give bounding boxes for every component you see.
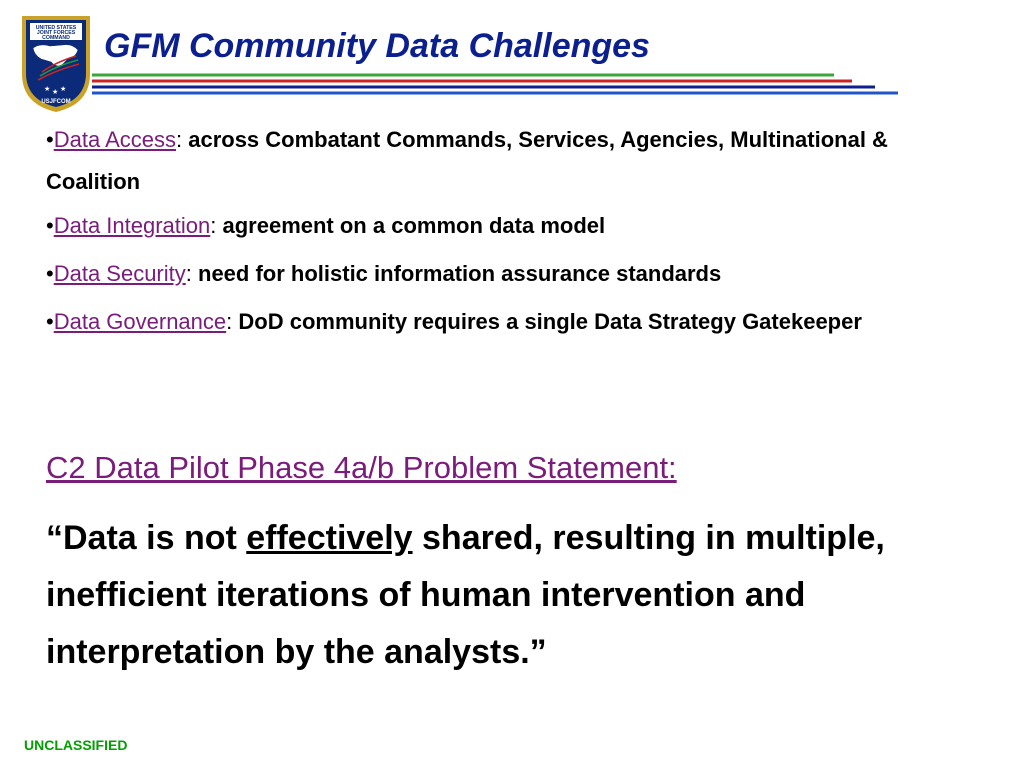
svg-text:★: ★ bbox=[60, 86, 67, 93]
bullet-data-governance bbox=[46, 301, 946, 343]
bullet-separator: : bbox=[175, 127, 183, 152]
quote-start: “Data is not bbox=[46, 519, 247, 557]
bullet-marker: • bbox=[46, 213, 54, 238]
data-security-link[interactable]: Data Security bbox=[53, 261, 186, 286]
bullet-marker: • bbox=[46, 261, 54, 286]
bullet-text: need for holistic information assurance standards bbox=[191, 261, 722, 286]
bullet-marker: • bbox=[46, 127, 54, 152]
svg-text:COMMAND: COMMAND bbox=[42, 35, 70, 41]
slide-title: GFM Community Data Challenges bbox=[104, 27, 650, 65]
bullet-separator: : bbox=[210, 213, 217, 238]
quote-emphasis: effectively bbox=[246, 519, 413, 557]
title-underline-rules bbox=[92, 72, 902, 98]
quote-end: shared, resulting in multiple, inefficient iterations of human intervention and interpretation by the analysts.” bbox=[46, 519, 885, 671]
bullet-data-security bbox=[46, 253, 946, 295]
data-integration-link[interactable]: Data Integration bbox=[53, 213, 211, 238]
bullet-data-integration bbox=[46, 205, 946, 247]
problem-statement-heading[interactable]: C2 Data Pilot Phase 4a/b Problem Statement: bbox=[46, 450, 677, 485]
data-governance-link[interactable]: Data Governance bbox=[53, 309, 227, 334]
bullet-separator: : bbox=[185, 261, 192, 286]
problem-statement-quote bbox=[46, 510, 976, 681]
usjfcom-seal-logo bbox=[18, 12, 94, 114]
bullet-separator: : bbox=[226, 309, 233, 334]
bullet-text: across Combatant Commands, Services, Agencies, Multinational & Coalition bbox=[46, 127, 888, 194]
bullet-data-access bbox=[46, 119, 946, 203]
svg-text:USJFCOM: USJFCOM bbox=[41, 99, 71, 105]
bullet-text: agreement on a common data model bbox=[216, 213, 606, 238]
bullet-text: DoD community requires a single Data Strategy Gatekeeper bbox=[232, 309, 862, 334]
svg-text:UNITED STATES: UNITED STATES bbox=[35, 25, 77, 31]
classification-marking: UNCLASSIFIED bbox=[24, 737, 128, 753]
bullet-marker: • bbox=[46, 309, 54, 334]
svg-text:JOINT FORCES: JOINT FORCES bbox=[36, 30, 76, 36]
svg-text:★: ★ bbox=[52, 89, 59, 96]
svg-text:★: ★ bbox=[44, 86, 51, 93]
data-access-link[interactable]: Data Access bbox=[53, 127, 176, 152]
